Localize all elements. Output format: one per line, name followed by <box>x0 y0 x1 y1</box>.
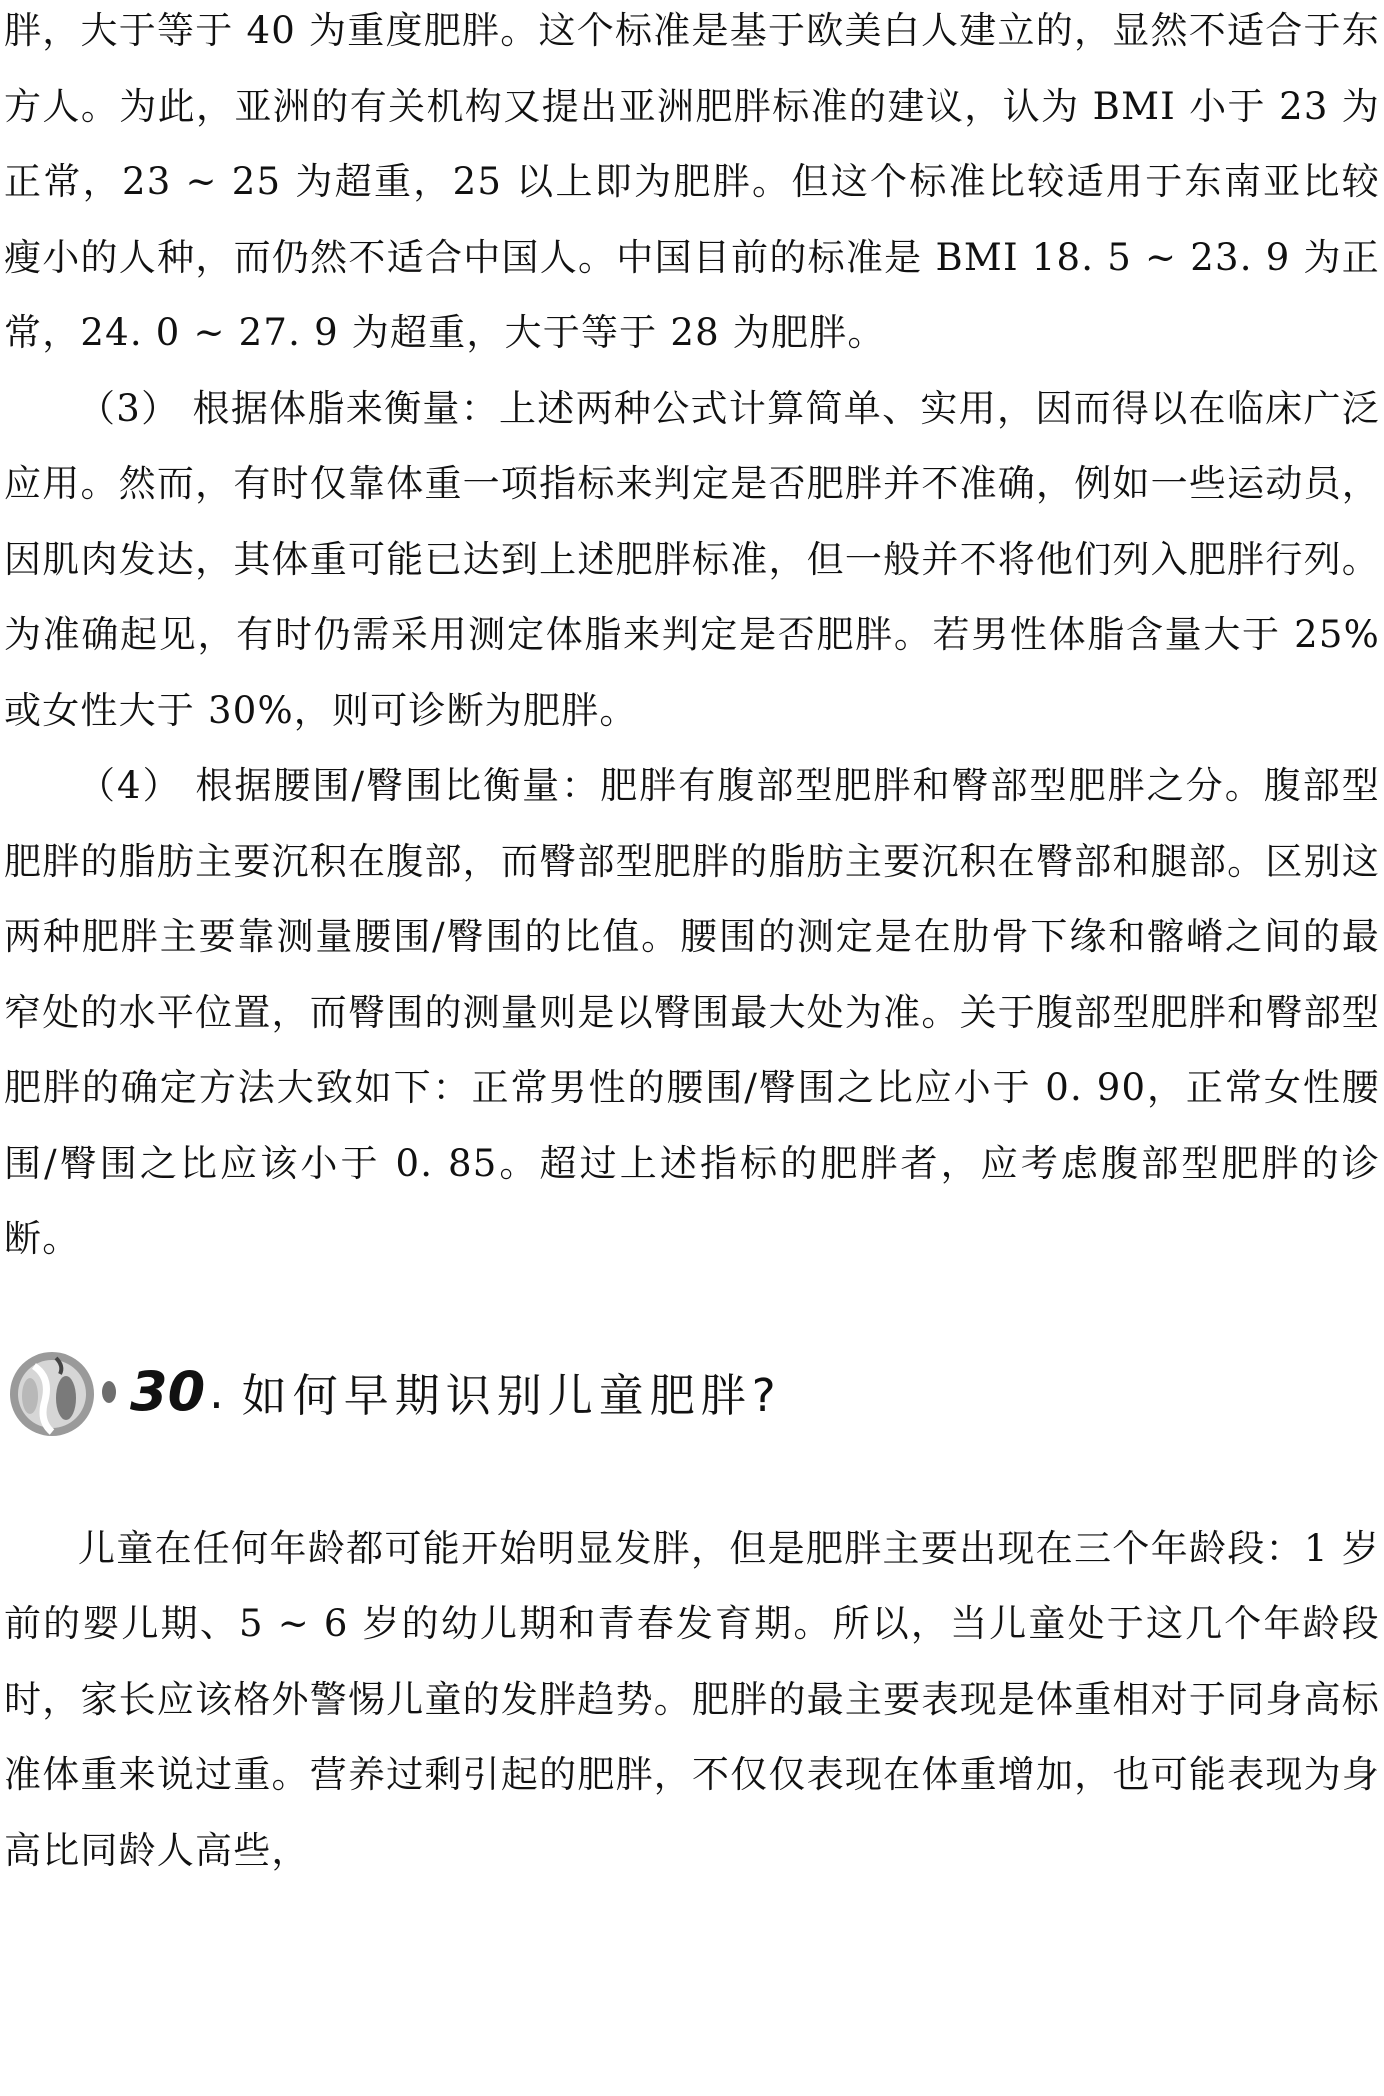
section-number: 30 <box>130 1360 206 1423</box>
paragraph-obesity-standards: 胖，大于等于 40 为重度肥胖。这个标准是基于欧美白人建立的，显然不适合于东方人。为此，亚洲的有关机构又提出亚洲肥胖标准的建议，认为 BMI 小于 23 为正常，23 ~ 25 为超重，25 以上即为肥胖。但这个标准比较适用于东南亚比较瘦小的人种，而仍然不适合中国人。中国目前的标准是 BMI 18. 5 ~ 23. 9 为正常，24. 0 ~ 27. 9 为超重，大于等于 28 为肥胖。 <box>4 9 1380 354</box>
section-number-separator: . <box>209 1364 224 1419</box>
section-heading <box>4 1317 1380 1467</box>
paragraph-body-fat: （3） 根据体脂来衡量：上述两种公式计算简单、实用，因而得以在临床广泛应用。然而，有时仅靠体重一项指标来判定是否肥胖并不准确，例如一些运动员，因肌肉发达，其体重可能已达到上述肥胖标准，但一般并不将他们列入肥胖行列。为准确起见，有时仍需采用测定体脂来判定是否肥胖。若男性体脂含量大于 25% 或女性大于 30%，则可诊断为肥胖。 <box>4 386 1380 732</box>
heading-dot-icon <box>102 1381 116 1403</box>
apple-core-icon <box>4 1344 100 1440</box>
paragraph-waist-hip-ratio: （4） 根据腰围/臀围比衡量：肥胖有腹部型肥胖和臀部型肥胖之分。腹部型肥胖的脂肪主要沉积在腹部，而臀部型肥胖的脂肪主要沉积在臀部和腿部。区别这两种肥胖主要靠测量腰围/臀围的比值。腰围的测定是在肋骨下缘和髂嵴之间的最窄处的水平位置，而臀围的测量则是以臀围最大处为准。关于腹部型肥胖和臀部型肥胖的确定方法大致如下：正常男性的腰围/臀围之比应小于 0. 90，正常女性腰围/臀围之比应该小于 0. 85。超过上述指标的肥胖者，应考虑腹部型肥胖的诊断。 <box>4 764 1380 1260</box>
section-title: 如何早期识别儿童肥胖? <box>241 1369 782 1422</box>
paragraph-child-obesity: 儿童在任何年龄都可能开始明显发胖，但是肥胖主要出现在三个年龄段：1 岁前的婴儿期、5 ~ 6 岁的幼儿期和青春发育期。所以，当儿童处于这几个年龄段时，家长应该格外警惕儿童的发胖趋势。肥胖的最主要表现是体重相对于同身高标准体重来说过重。营养过剩引起的肥胖，不仅仅表现在体重增加，也可能表现为身高比同龄人高些， <box>4 1526 1380 1872</box>
